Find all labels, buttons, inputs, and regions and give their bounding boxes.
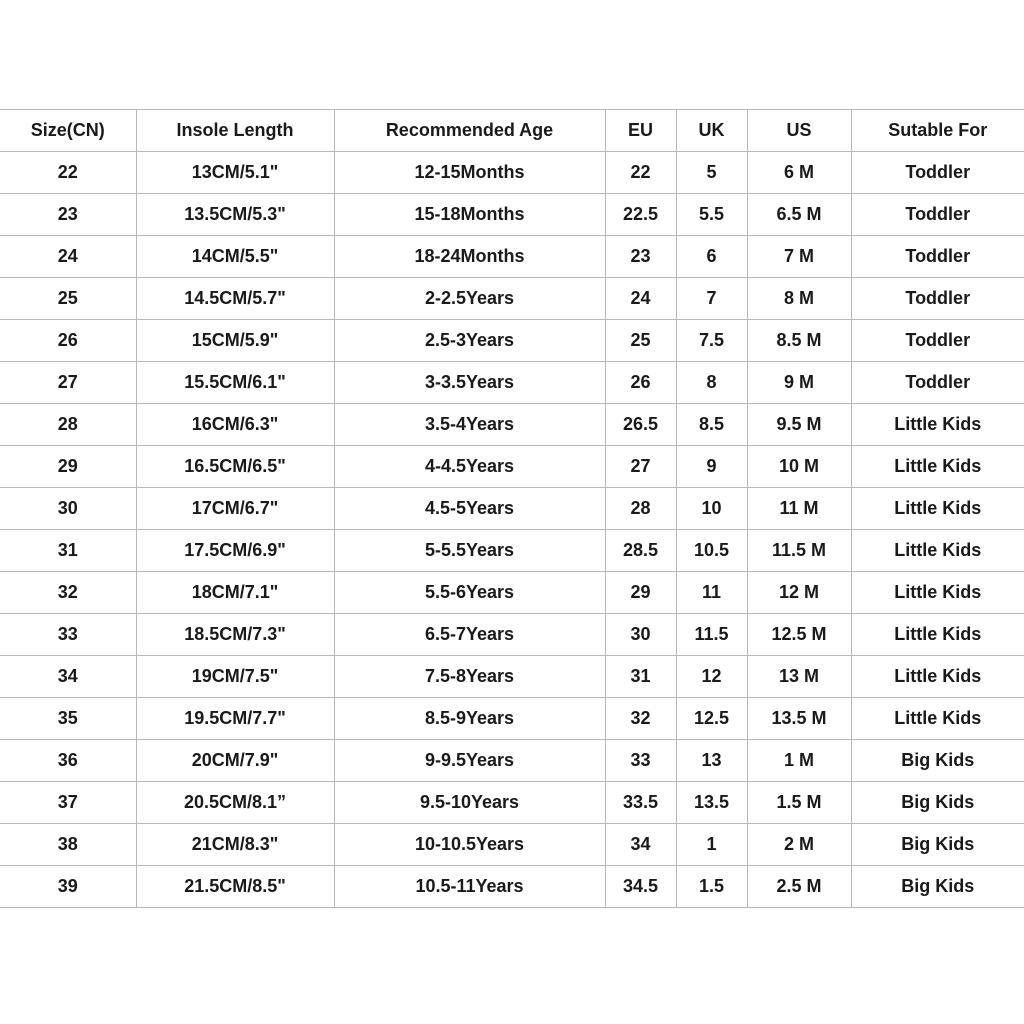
table-row [0, 824, 1024, 866]
recommended-age-cell: 15-18Months [334, 194, 605, 236]
table-row [0, 656, 1024, 698]
recommended-age-cell: 18-24Months [334, 236, 605, 278]
suitable-for-cell: Little Kids [851, 614, 1024, 656]
recommended-age-cell: 3.5-4Years [334, 404, 605, 446]
recommended-age-cell: 2-2.5Years [334, 278, 605, 320]
size-cn-cell: 30 [0, 488, 136, 530]
table-header [0, 110, 1024, 152]
eu-size-cell: 22.5 [605, 194, 676, 236]
size-chart-table [0, 109, 1024, 908]
insole-length-header: Insole Length [136, 110, 334, 152]
us-size-cell: 7 M [747, 236, 851, 278]
size-cn-cell: 37 [0, 782, 136, 824]
insole-length-cell: 14CM/5.5" [136, 236, 334, 278]
insole-length-cell: 21CM/8.3" [136, 824, 334, 866]
header-row [0, 110, 1024, 152]
uk-size-cell: 11.5 [676, 614, 747, 656]
uk-size-cell: 12.5 [676, 698, 747, 740]
suitable-for-header: Sutable For [851, 110, 1024, 152]
eu-size-cell: 29 [605, 572, 676, 614]
table-row [0, 614, 1024, 656]
recommended-age-header: Recommended Age [334, 110, 605, 152]
us-size-cell: 1.5 M [747, 782, 851, 824]
size-cn-cell: 26 [0, 320, 136, 362]
eu-size-cell: 22 [605, 152, 676, 194]
suitable-for-cell: Toddler [851, 320, 1024, 362]
suitable-for-cell: Toddler [851, 362, 1024, 404]
insole-length-cell: 21.5CM/8.5" [136, 866, 334, 908]
us-size-cell: 8.5 M [747, 320, 851, 362]
recommended-age-cell: 5-5.5Years [334, 530, 605, 572]
insole-length-cell: 17.5CM/6.9" [136, 530, 334, 572]
size-cn-cell: 22 [0, 152, 136, 194]
suitable-for-cell: Toddler [851, 278, 1024, 320]
suitable-for-cell: Big Kids [851, 866, 1024, 908]
insole-length-cell: 20CM/7.9" [136, 740, 334, 782]
size-cn-cell: 38 [0, 824, 136, 866]
table-row [0, 782, 1024, 824]
table-row [0, 488, 1024, 530]
insole-length-cell: 19.5CM/7.7" [136, 698, 334, 740]
uk-size-cell: 11 [676, 572, 747, 614]
recommended-age-cell: 12-15Months [334, 152, 605, 194]
table-row [0, 404, 1024, 446]
size-cn-cell: 31 [0, 530, 136, 572]
size-cn-cell: 33 [0, 614, 136, 656]
recommended-age-cell: 10.5-11Years [334, 866, 605, 908]
suitable-for-cell: Little Kids [851, 656, 1024, 698]
us-size-cell: 13.5 M [747, 698, 851, 740]
insole-length-cell: 13CM/5.1" [136, 152, 334, 194]
table-row [0, 194, 1024, 236]
eu-size-cell: 27 [605, 446, 676, 488]
recommended-age-cell: 9.5-10Years [334, 782, 605, 824]
uk-size-cell: 6 [676, 236, 747, 278]
eu-size-cell: 31 [605, 656, 676, 698]
us-size-cell: 12.5 M [747, 614, 851, 656]
eu-size-cell: 25 [605, 320, 676, 362]
eu-size-cell: 34.5 [605, 866, 676, 908]
uk-size-cell: 5.5 [676, 194, 747, 236]
us-size-cell: 2.5 M [747, 866, 851, 908]
recommended-age-cell: 7.5-8Years [334, 656, 605, 698]
uk-size-cell: 13 [676, 740, 747, 782]
suitable-for-cell: Toddler [851, 152, 1024, 194]
us-size-cell: 6 M [747, 152, 851, 194]
size-cn-cell: 35 [0, 698, 136, 740]
uk-size-cell: 10.5 [676, 530, 747, 572]
table-row [0, 572, 1024, 614]
uk-size-cell: 8.5 [676, 404, 747, 446]
eu-size-cell: 34 [605, 824, 676, 866]
table-row [0, 320, 1024, 362]
eu-size-cell: 26.5 [605, 404, 676, 446]
table-body [0, 152, 1024, 908]
suitable-for-cell: Big Kids [851, 824, 1024, 866]
insole-length-cell: 19CM/7.5" [136, 656, 334, 698]
recommended-age-cell: 8.5-9Years [334, 698, 605, 740]
us-header: US [747, 110, 851, 152]
insole-length-cell: 20.5CM/8.1” [136, 782, 334, 824]
eu-size-cell: 32 [605, 698, 676, 740]
suitable-for-cell: Little Kids [851, 488, 1024, 530]
recommended-age-cell: 4.5-5Years [334, 488, 605, 530]
eu-size-cell: 26 [605, 362, 676, 404]
uk-size-cell: 12 [676, 656, 747, 698]
recommended-age-cell: 3-3.5Years [334, 362, 605, 404]
eu-header: EU [605, 110, 676, 152]
size-cn-cell: 25 [0, 278, 136, 320]
size-cn-cell: 28 [0, 404, 136, 446]
suitable-for-cell: Little Kids [851, 572, 1024, 614]
suitable-for-cell: Toddler [851, 194, 1024, 236]
eu-size-cell: 33.5 [605, 782, 676, 824]
uk-size-cell: 13.5 [676, 782, 747, 824]
recommended-age-cell: 6.5-7Years [334, 614, 605, 656]
table-row [0, 152, 1024, 194]
eu-size-cell: 28 [605, 488, 676, 530]
us-size-cell: 2 M [747, 824, 851, 866]
uk-size-cell: 1.5 [676, 866, 747, 908]
table-row [0, 698, 1024, 740]
suitable-for-cell: Big Kids [851, 740, 1024, 782]
us-size-cell: 11.5 M [747, 530, 851, 572]
uk-size-cell: 9 [676, 446, 747, 488]
eu-size-cell: 30 [605, 614, 676, 656]
uk-header: UK [676, 110, 747, 152]
us-size-cell: 8 M [747, 278, 851, 320]
recommended-age-cell: 2.5-3Years [334, 320, 605, 362]
insole-length-cell: 18.5CM/7.3" [136, 614, 334, 656]
us-size-cell: 13 M [747, 656, 851, 698]
uk-size-cell: 7 [676, 278, 747, 320]
us-size-cell: 10 M [747, 446, 851, 488]
suitable-for-cell: Big Kids [851, 782, 1024, 824]
eu-size-cell: 33 [605, 740, 676, 782]
insole-length-cell: 17CM/6.7" [136, 488, 334, 530]
size-cn-cell: 27 [0, 362, 136, 404]
suitable-for-cell: Little Kids [851, 446, 1024, 488]
insole-length-cell: 15CM/5.9" [136, 320, 334, 362]
recommended-age-cell: 9-9.5Years [334, 740, 605, 782]
recommended-age-cell: 10-10.5Years [334, 824, 605, 866]
table-row [0, 362, 1024, 404]
eu-size-cell: 28.5 [605, 530, 676, 572]
size-cn-cell: 34 [0, 656, 136, 698]
table-row [0, 740, 1024, 782]
table-row [0, 278, 1024, 320]
uk-size-cell: 5 [676, 152, 747, 194]
uk-size-cell: 10 [676, 488, 747, 530]
us-size-cell: 9.5 M [747, 404, 851, 446]
table-row [0, 236, 1024, 278]
suitable-for-cell: Little Kids [851, 698, 1024, 740]
eu-size-cell: 24 [605, 278, 676, 320]
size-cn-cell: 39 [0, 866, 136, 908]
size-cn-header: Size(CN) [0, 110, 136, 152]
table-row [0, 530, 1024, 572]
table-row [0, 446, 1024, 488]
table-row [0, 866, 1024, 908]
insole-length-cell: 15.5CM/6.1" [136, 362, 334, 404]
us-size-cell: 6.5 M [747, 194, 851, 236]
insole-length-cell: 16CM/6.3" [136, 404, 334, 446]
insole-length-cell: 14.5CM/5.7" [136, 278, 334, 320]
insole-length-cell: 18CM/7.1" [136, 572, 334, 614]
size-cn-cell: 23 [0, 194, 136, 236]
recommended-age-cell: 4-4.5Years [334, 446, 605, 488]
uk-size-cell: 7.5 [676, 320, 747, 362]
recommended-age-cell: 5.5-6Years [334, 572, 605, 614]
suitable-for-cell: Toddler [851, 236, 1024, 278]
eu-size-cell: 23 [605, 236, 676, 278]
us-size-cell: 9 M [747, 362, 851, 404]
us-size-cell: 1 M [747, 740, 851, 782]
us-size-cell: 11 M [747, 488, 851, 530]
size-cn-cell: 24 [0, 236, 136, 278]
us-size-cell: 12 M [747, 572, 851, 614]
size-cn-cell: 32 [0, 572, 136, 614]
insole-length-cell: 16.5CM/6.5" [136, 446, 334, 488]
suitable-for-cell: Little Kids [851, 530, 1024, 572]
suitable-for-cell: Little Kids [851, 404, 1024, 446]
uk-size-cell: 1 [676, 824, 747, 866]
uk-size-cell: 8 [676, 362, 747, 404]
size-cn-cell: 36 [0, 740, 136, 782]
insole-length-cell: 13.5CM/5.3" [136, 194, 334, 236]
size-cn-cell: 29 [0, 446, 136, 488]
